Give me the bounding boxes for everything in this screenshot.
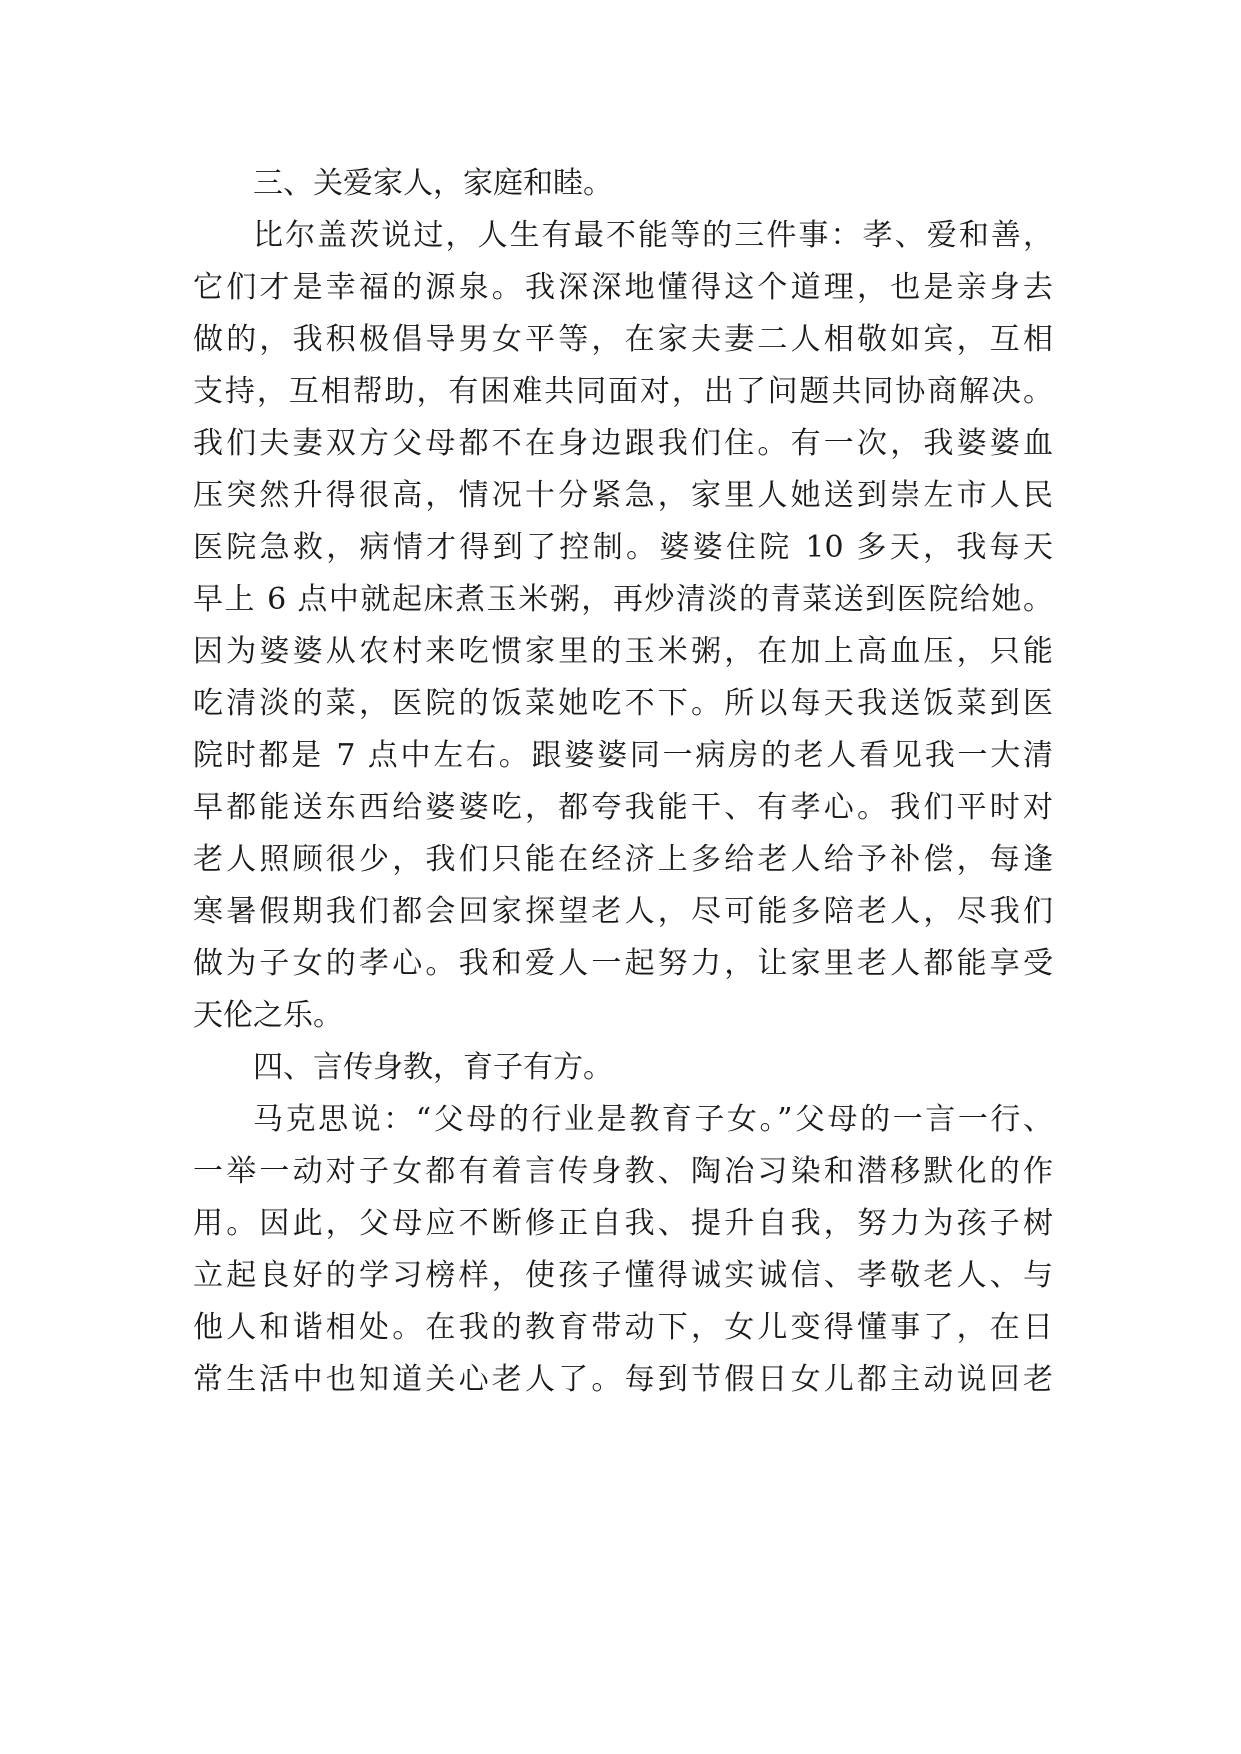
- text-line: 早都能送东西给婆婆吃，都夸我能干、有孝心。我们平时对: [193, 790, 1053, 825]
- text-line: 因为婆婆从农村来吃惯家里的玉米粥，在加上高血压，只能: [193, 634, 1053, 669]
- text-line: 做的，我积极倡导男女平等，在家夫妻二人相敬如宾，互相: [193, 322, 1053, 357]
- text-line: 医院急救，病情才得到了控制。婆婆住院 10 多天，我每天: [193, 530, 1053, 565]
- text-line: 一举一动对子女都有着言传身教、陶冶习染和潜移默化的作: [193, 1154, 1053, 1189]
- text-line: 马克思说：“父母的行业是教育子女。”父母的一言一行、: [253, 1102, 1053, 1137]
- text-line: 用。因此，父母应不断修正自我、提升自我，努力为孩子树: [193, 1206, 1053, 1241]
- text-line: 做为子女的孝心。我和爱人一起努力，让家里老人都能享受: [193, 946, 1053, 981]
- text-line: 老人照顾很少，我们只能在经济上多给老人给予补偿，每逢: [193, 842, 1053, 877]
- text-line: 比尔盖茨说过，人生有最不能等的三件事：孝、爱和善，: [253, 218, 1053, 253]
- text-line: 天伦之乐。: [193, 998, 343, 1033]
- text-line: 吃清淡的菜，医院的饭菜她吃不下。所以每天我送饭菜到医: [193, 686, 1053, 721]
- text-line: 支持，互相帮助，有困难共同面对，出了问题共同协商解决。: [193, 374, 1053, 409]
- text-line: 四、言传身教，育子有方。: [253, 1050, 613, 1085]
- text-line: 早上 6 点中就起床煮玉米粥，再炒清淡的青菜送到医院给她。: [193, 582, 1053, 617]
- text-line: 我们夫妻双方父母都不在身边跟我们住。有一次，我婆婆血: [193, 426, 1053, 461]
- text-line: 压突然升得很高，情况十分紧急，家里人她送到崇左市人民: [193, 478, 1053, 513]
- text-line: 三、关爱家人，家庭和睦。: [253, 166, 613, 201]
- text-line: 寒暑假期我们都会回家探望老人，尽可能多陪老人，尽我们: [193, 894, 1053, 929]
- text-line: 它们才是幸福的源泉。我深深地懂得这个道理，也是亲身去: [193, 270, 1053, 305]
- body-text: [193, 158, 1053, 1406]
- text-line: 立起良好的学习榜样，使孩子懂得诚实诚信、孝敬老人、与: [193, 1258, 1053, 1293]
- text-line: 院时都是 7 点中左右。跟婆婆同一病房的老人看见我一大清: [193, 738, 1053, 773]
- text-line: 常生活中也知道关心老人了。每到节假日女儿都主动说回老: [193, 1362, 1053, 1397]
- text-line: 他人和谐相处。在我的教育带动下，女儿变得懂事了，在日: [193, 1310, 1053, 1345]
